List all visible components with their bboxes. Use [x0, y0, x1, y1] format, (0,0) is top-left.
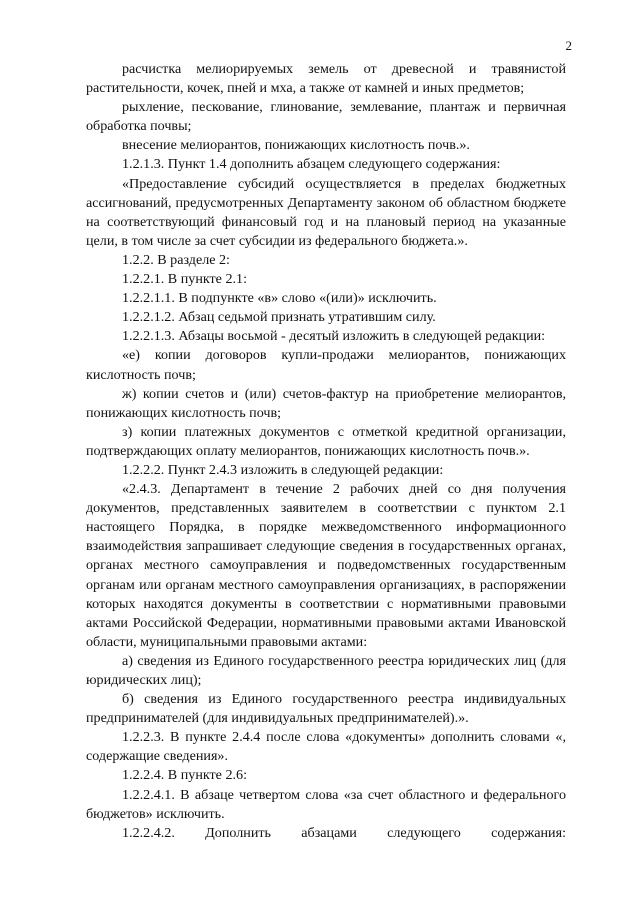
paragraph-1-2-2: 1.2.2. В разделе 2:: [122, 251, 230, 268]
paragraph-1-2-2-4-1: 1.2.2.4.1. В абзаце четвертом слова «за счет областного и федерального бюджетов» исключить.: [86, 786, 566, 822]
paragraph-1-2-2-3: 1.2.2.3. В пункте 2.4.4 после слова «документы» дополнить словами «, содержащие сведения».: [86, 729, 566, 765]
paragraph-item-b: б) сведения из Единого государственного реестра индивидуальных предпринимателей (для индивидуальных предпринимателей).».: [86, 691, 566, 727]
paragraph-1-2-2-1-1: 1.2.2.1.1. В подпункте «в» слово «(или)» исключить.: [122, 290, 437, 307]
paragraph-1-2-2-1-2: 1.2.2.1.2. Абзац седьмой признать утратившим силу.: [122, 309, 436, 326]
paragraph-1-2-2-1: 1.2.2.1. В пункте 2.1:: [122, 271, 247, 288]
paragraph-1-2-2-2: 1.2.2.2. Пункт 2.4.3 изложить в следующей редакции:: [122, 461, 444, 478]
paragraph-item-zh: ж) копии счетов и (или) счетов-фактур на приобретение мелиорантов, понижающих кислотность почв;: [86, 385, 566, 421]
paragraph-1-2-2-1-3: 1.2.2.1.3. Абзацы восьмой - десятый изложить в следующей редакции:: [122, 328, 546, 345]
paragraph-1-2-1-3: 1.2.1.3. Пункт 1.4 дополнить абзацем следующего содержания:: [122, 156, 501, 173]
paragraph-soil-clearing: расчистка мелиорируемых земель от древесной и травянистой растительности, кочек, пней и мха, а также от камней и иных предметов;: [86, 61, 566, 97]
paragraph-item-a: а) сведения из Единого государственного реестра юридических лиц (для юридических лиц);: [86, 652, 566, 688]
paragraph-1-2-2-4-2: 1.2.2.4.2. Дополнить абзацами следующего содержания:: [122, 824, 566, 841]
document-body: [86, 60, 566, 843]
paragraph-2-4-3-quote: «2.4.3. Департамент в течение 2 рабочих дней со дня получения документов, представленных заявителем в соответствии с пунктом 2.1 настоящего Порядка, в порядке межведомственного информационного взаимодействия запрашивает следующие сведения в государственных органах, органах местного самоуправления и подведомственных государственным органам или органам местного самоуправления организациях, в распоряжении которых находятся документы в соответствии с нормативными правовыми актами Российской Федерации, нормативными правовыми актами Ивановской области, муниципальными правовыми актами:: [86, 481, 566, 650]
paragraph-subsidy-quote: «Предоставление субсидий осуществляется в пределах бюджетных ассигнований, предусмотренных Департаменту законом об областном бюджете на соответствующий финансовый год и на плановый период на указанные цели, в том числе за счет субсидии из федерального бюджета.».: [86, 175, 566, 249]
paragraph-ameliorants: внесение мелиорантов, понижающих кислотность почв.».: [122, 137, 470, 154]
paragraph-1-2-2-4: 1.2.2.4. В пункте 2.6:: [122, 767, 247, 784]
paragraph-item-z: з) копии платежных документов с отметкой кредитной организации, подтверждающих оплату мелиорантов, понижающих кислотность почв.».: [86, 423, 566, 459]
page-number: 2: [565, 38, 572, 53]
paragraph-tillage: рыхление, пескование, глинование, землевание, плантаж и первичная обработка почвы;: [86, 99, 566, 135]
paragraph-item-e: «е) копии договоров купли-продажи мелиорантов, понижающих кислотность почв;: [86, 347, 566, 383]
